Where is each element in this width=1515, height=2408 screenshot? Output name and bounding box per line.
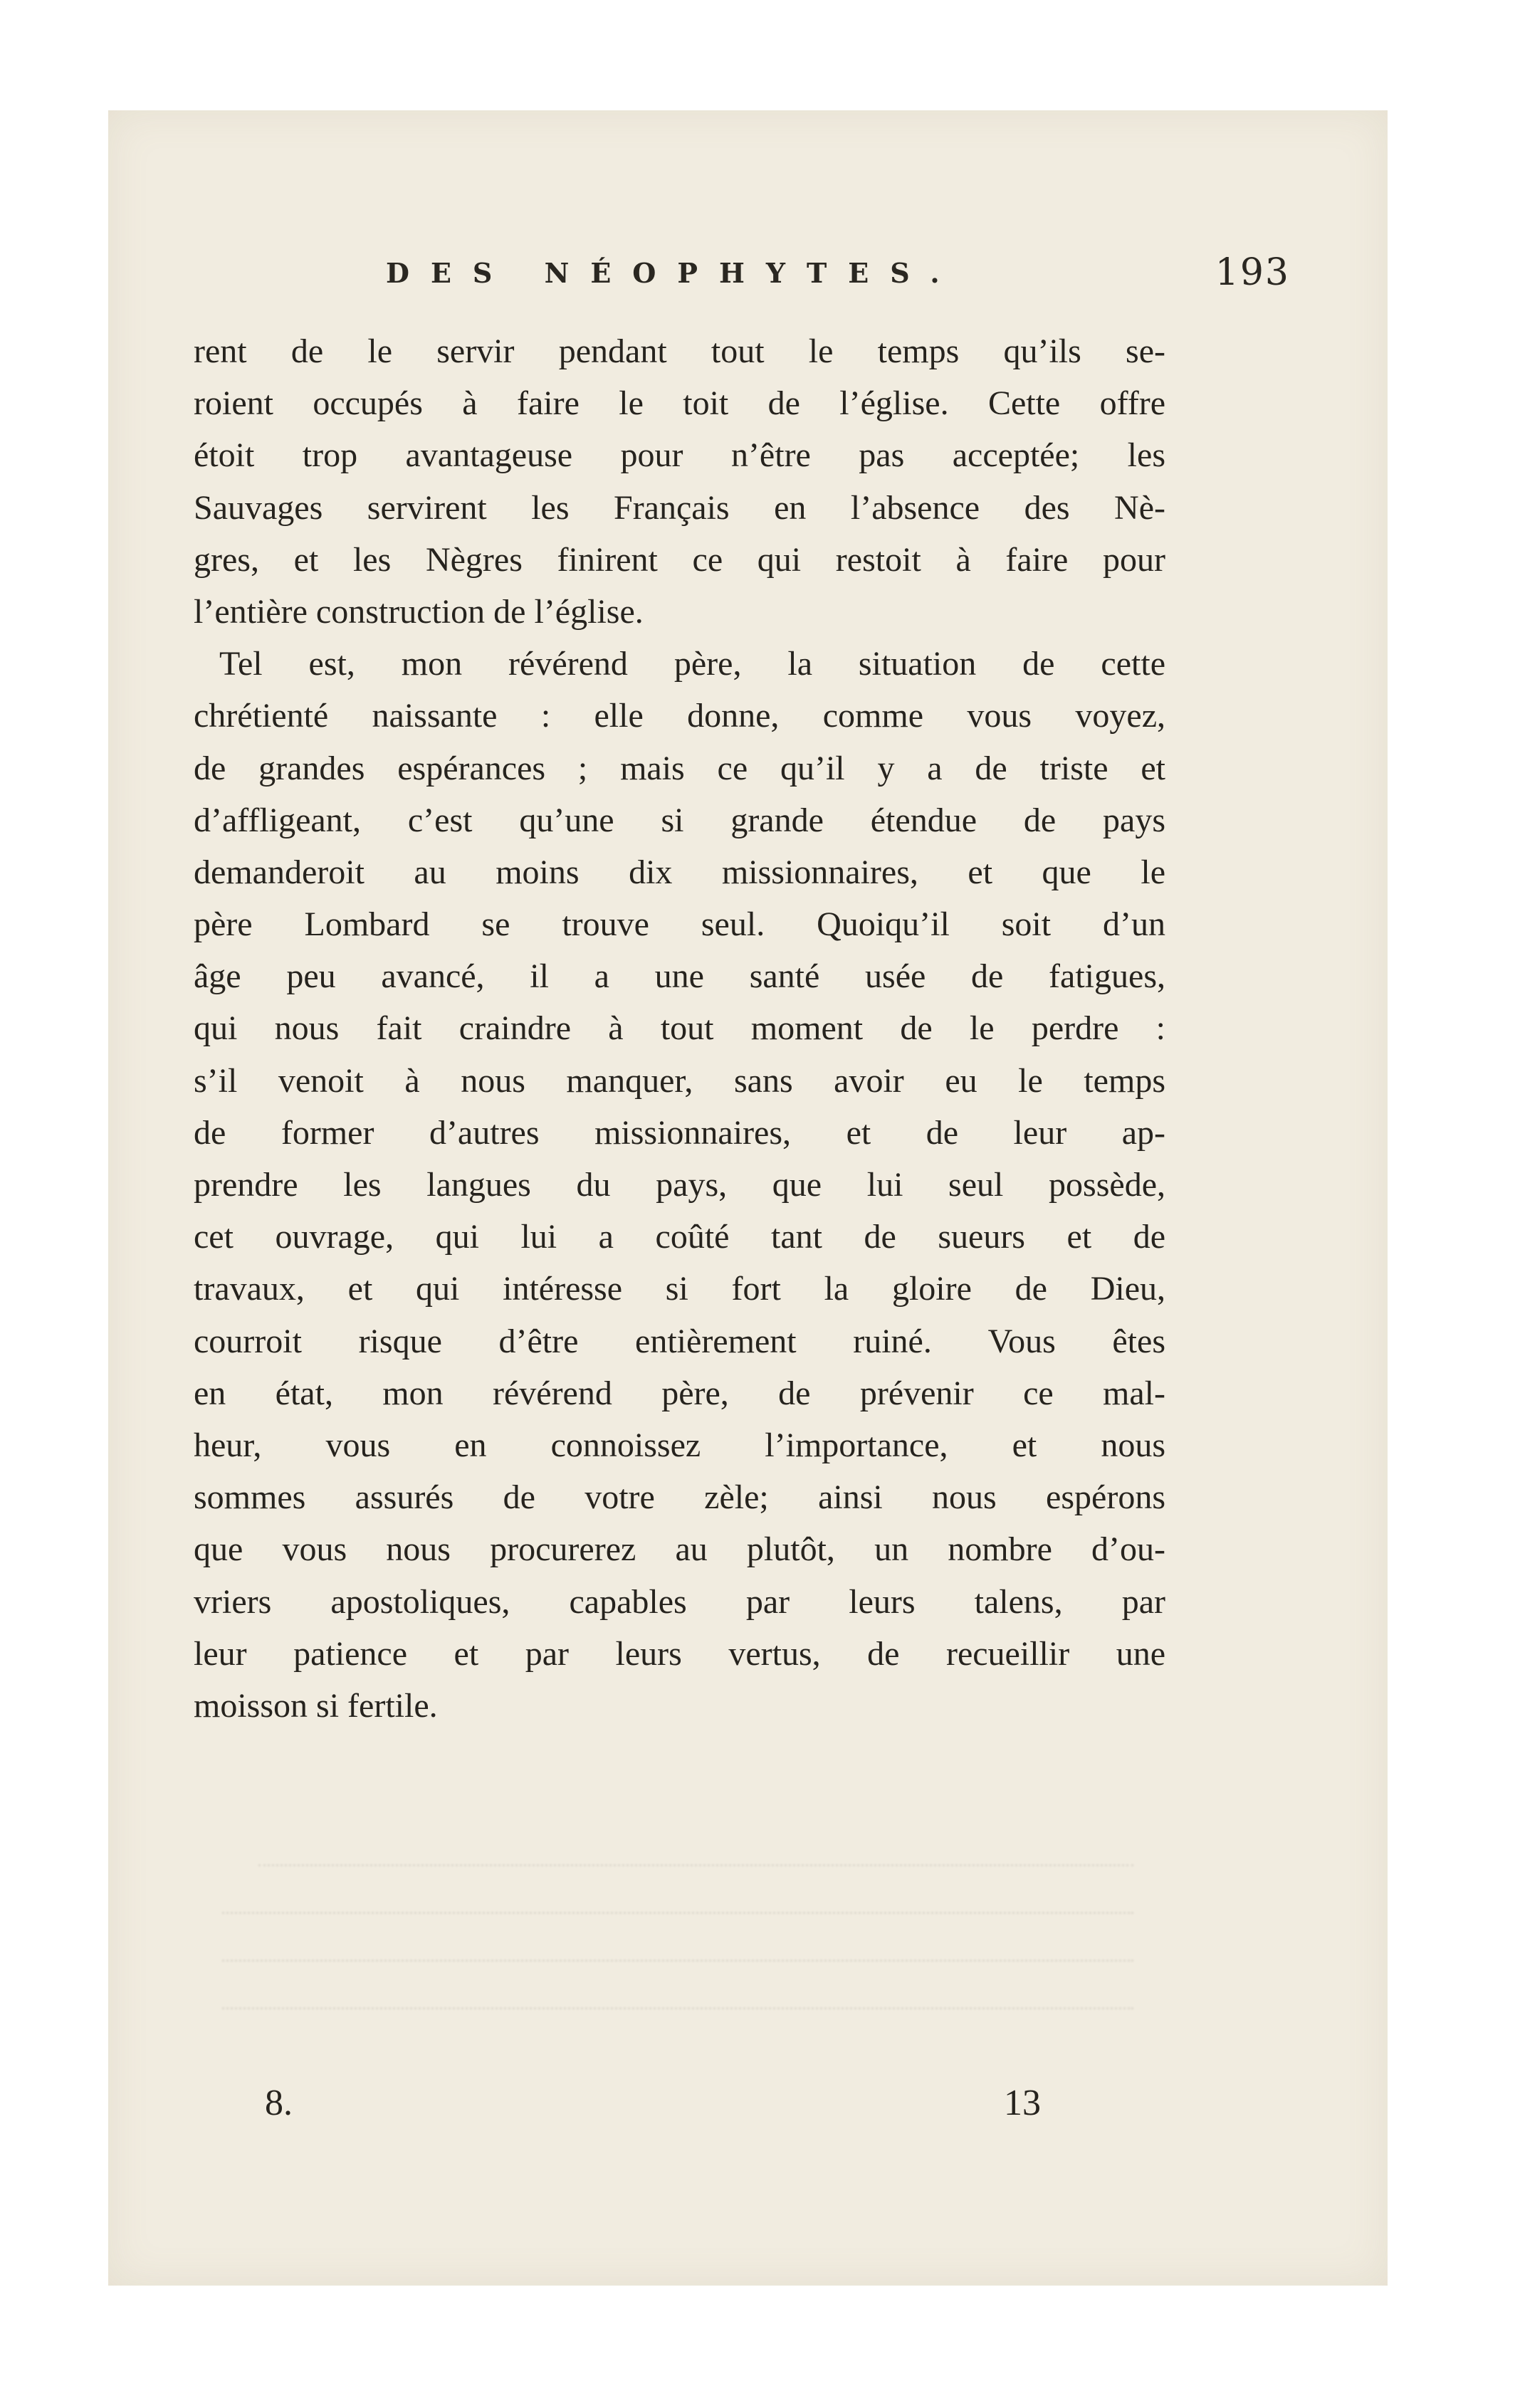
text-line: heur, vous en connoissez l’importance, et nous xyxy=(194,1426,1165,1464)
text-line: roient occupés à faire le toit de l’église. Cette offre xyxy=(194,384,1165,423)
text-line: cet ouvrage, qui lui a coûté tant de sueurs et de xyxy=(194,1218,1165,1256)
text-line: prendre les langues du pays, que lui seul possède, xyxy=(194,1166,1165,1204)
text-line: gres, et les Nègres finirent ce qui restoit à faire pour xyxy=(194,540,1165,579)
text-line: de former d’autres missionnaires, et de leur ap- xyxy=(194,1113,1165,1152)
show-through-texture xyxy=(222,1819,1133,2009)
text-line: père Lombard se trouve seul. Quoiqu’il soit d’un xyxy=(194,905,1165,944)
text-line: sommes assurés de votre zèle; ainsi nous espérons xyxy=(194,1478,1165,1517)
text-line: s’il venoit à nous manquer, sans avoir eu le temps xyxy=(194,1061,1165,1100)
text-line: chrétienté naissante : elle donne, comme vous voyez, xyxy=(194,697,1165,735)
text-line: travaux, et qui intéresse si fort la gloire de Dieu, xyxy=(194,1270,1165,1308)
text-line: rent de le servir pendant tout le temps qu’ils se- xyxy=(194,332,1165,370)
text-line: demanderoit au moins dix missionnaires, et que le xyxy=(194,853,1165,891)
text-line: Tel est, mon révérend père, la situation de cette xyxy=(219,645,1165,683)
text-line: moisson si fertile. xyxy=(194,1686,438,1725)
text-line: Sauvages servirent les Français en l’absence des Nè- xyxy=(194,488,1165,527)
text-line: que vous nous procurerez au plutôt, un nombre d’ou- xyxy=(194,1530,1165,1569)
text-line: l’entière construction de l’église. xyxy=(194,592,644,631)
text-line: en état, mon révérend père, de prévenir ce mal- xyxy=(194,1374,1165,1412)
text-line: leur patience et par leurs vertus, de recueillir une xyxy=(194,1634,1165,1673)
text-line: d’affligeant, c’est qu’une si grande étendue de pays xyxy=(194,801,1165,839)
volume-number: 8. xyxy=(265,2083,293,2123)
page-number: 193 xyxy=(1215,251,1290,294)
body-text xyxy=(194,325,1165,1732)
book-page xyxy=(108,110,1388,2286)
running-title: DES NÉOPHYTES. xyxy=(386,257,961,289)
text-line: courroit risque d’être entièrement ruiné. Vous êtes xyxy=(194,1322,1165,1360)
text-line: qui nous fait craindre à tout moment de le perdre : xyxy=(194,1009,1165,1048)
text-line: étoit trop avantageuse pour n’être pas acceptée; les xyxy=(194,436,1165,475)
signature-mark: 13 xyxy=(1004,2083,1041,2123)
text-line: âge peu avancé, il a une santé usée de fatigues, xyxy=(194,957,1165,996)
running-head xyxy=(386,251,1319,301)
text-line: de grandes espérances ; mais ce qu’il y a de triste et xyxy=(194,749,1165,787)
text-line: vriers apostoliques, capables par leurs talens, par xyxy=(194,1582,1165,1621)
